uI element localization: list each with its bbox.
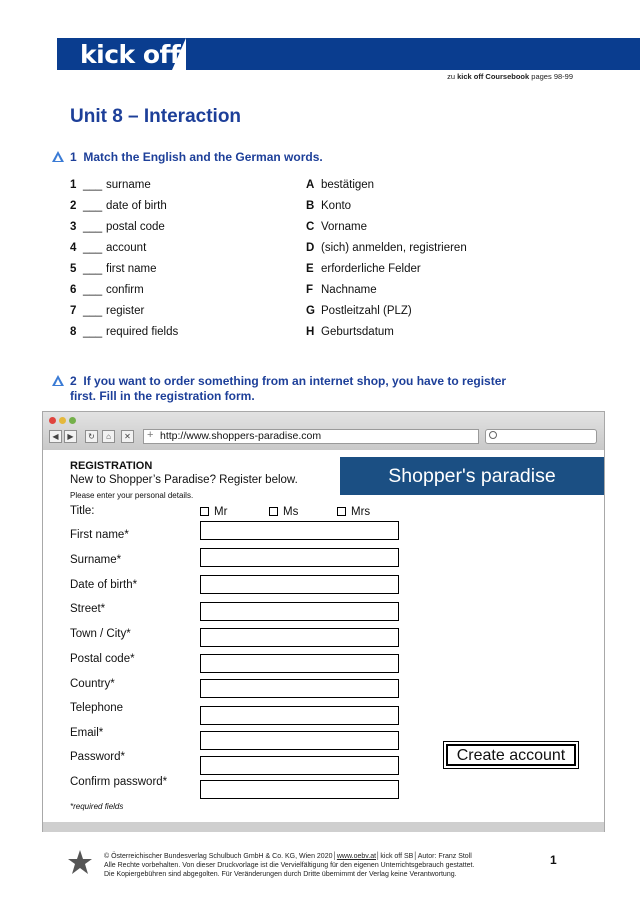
match-row <box>70 200 490 221</box>
registration-note: Please enter your personal details. <box>70 491 194 500</box>
answer-blank[interactable]: ___ <box>83 221 103 233</box>
registration-heading: REGISTRATION <box>70 460 153 472</box>
unit-title: Unit 8 – Interaction <box>70 106 242 127</box>
task-triangle-icon <box>52 151 64 162</box>
option-letter: E <box>306 263 314 275</box>
answer-blank[interactable]: ___ <box>83 200 103 212</box>
title-mr-checkbox[interactable]: Mr <box>200 506 227 518</box>
town-city-input[interactable] <box>200 628 399 647</box>
option-letter: G <box>306 305 315 317</box>
english-word: surname <box>106 179 151 191</box>
close-window-dot[interactable] <box>49 417 56 424</box>
german-word: Vorname <box>321 221 368 233</box>
option-letter: B <box>306 200 315 212</box>
german-word: Geburtsdatum <box>321 326 394 338</box>
english-word: postal code <box>106 221 165 233</box>
telephone-label: Telephone <box>70 702 124 714</box>
password-label: Password* <box>70 751 125 763</box>
english-word: date of birth <box>106 200 167 212</box>
item-number: 6 <box>70 284 77 296</box>
first-name-input[interactable] <box>200 521 399 540</box>
item-number: 2 <box>70 200 77 212</box>
item-number: 5 <box>70 263 77 275</box>
option-letter: A <box>306 179 315 191</box>
match-row <box>70 179 490 200</box>
item-number: 3 <box>70 221 77 233</box>
stop-icon[interactable]: ✕ <box>121 430 134 443</box>
email-input[interactable] <box>200 731 399 750</box>
option-letter: H <box>306 326 315 338</box>
german-word: erforderliche Felder <box>321 263 421 275</box>
answer-blank[interactable]: ___ <box>83 242 103 254</box>
english-word: required fields <box>106 326 179 338</box>
email-label: Email* <box>70 727 104 739</box>
registration-page <box>43 450 604 822</box>
german-word: Postleitzahl (PLZ) <box>321 305 412 317</box>
english-word: first name <box>106 263 157 275</box>
zoom-window-dot[interactable] <box>69 417 76 424</box>
match-row <box>70 242 490 263</box>
page-number: 1 <box>550 853 557 867</box>
german-word: Konto <box>321 200 352 212</box>
forward-icon[interactable]: ▶ <box>64 430 77 443</box>
required-fields-note: *required fields <box>70 802 124 811</box>
confirm-password-label: Confirm password* <box>70 776 168 788</box>
home-icon[interactable]: ⌂ <box>102 430 115 443</box>
title-ms-checkbox[interactable]: Ms <box>269 506 298 518</box>
item-number: 8 <box>70 326 77 338</box>
address-bar[interactable] <box>143 429 479 444</box>
street-label: Street* <box>70 603 106 615</box>
match-row <box>70 221 490 242</box>
english-word: confirm <box>106 284 144 296</box>
matching-exercise <box>70 179 490 347</box>
option-letter: C <box>306 221 315 233</box>
address-url: http://www.shoppers-paradise.com <box>160 430 322 442</box>
title-label: Title: <box>70 505 95 517</box>
confirm-password-input[interactable] <box>200 780 399 799</box>
task-1-heading: 1 Match the English and the German words. <box>52 150 323 165</box>
password-input[interactable] <box>200 756 399 775</box>
match-row <box>70 305 490 326</box>
surname-label: Surname* <box>70 554 122 566</box>
create-account-button[interactable]: Create account <box>443 741 579 769</box>
add-bookmark-icon[interactable]: + <box>147 429 154 441</box>
item-number: 4 <box>70 242 77 254</box>
back-icon[interactable]: ◀ <box>49 430 62 443</box>
minimize-window-dot[interactable] <box>59 417 66 424</box>
checkbox-icon <box>337 507 346 516</box>
task-2-heading: 2 If you want to order something from an internet shop, you have to register first. Fill in the registration form. <box>52 374 506 404</box>
answer-blank[interactable]: ___ <box>83 326 103 338</box>
english-word: account <box>106 242 147 254</box>
search-icon <box>489 431 497 439</box>
coursebook-reference: zu kick off Coursebook pages 98-99 <box>447 72 573 81</box>
date-of-birth-input[interactable] <box>200 575 399 594</box>
publisher-link[interactable]: www.oebv.at <box>336 853 377 860</box>
kick-off-logo: kick off <box>80 40 181 69</box>
publisher-logo-icon <box>68 850 92 874</box>
item-number: 1 <box>70 179 77 191</box>
postal-code-input[interactable] <box>200 654 399 673</box>
german-word: (sich) anmelden, registrieren <box>321 242 467 254</box>
browser-window <box>42 411 605 832</box>
match-row <box>70 284 490 305</box>
street-input[interactable] <box>200 602 399 621</box>
postal-code-label: Postal code* <box>70 653 135 665</box>
title-mrs-checkbox[interactable]: Mrs <box>337 506 370 518</box>
shop-banner: Shopper's paradise <box>340 457 604 495</box>
english-word: register <box>106 305 145 317</box>
telephone-input[interactable] <box>200 706 399 725</box>
reload-icon[interactable]: ↻ <box>85 430 98 443</box>
match-row <box>70 326 490 347</box>
date-of-birth-label: Date of birth* <box>70 579 138 591</box>
registration-subheading: New to Shopper’s Paradise? Register below. <box>70 474 298 486</box>
german-word: bestätigen <box>321 179 375 191</box>
browser-toolbar <box>43 412 604 450</box>
task-triangle-icon <box>52 375 64 386</box>
answer-blank[interactable]: ___ <box>83 284 103 296</box>
item-number: 7 <box>70 305 77 317</box>
answer-blank[interactable]: ___ <box>83 305 103 317</box>
surname-input[interactable] <box>200 548 399 567</box>
option-letter: D <box>306 242 315 254</box>
country-label: Country* <box>70 678 115 690</box>
answer-blank[interactable]: ___ <box>83 263 103 275</box>
option-letter: F <box>306 284 314 296</box>
browser-search-field[interactable] <box>485 429 597 444</box>
match-row <box>70 263 490 284</box>
checkbox-icon <box>269 507 278 516</box>
german-word: Nachname <box>321 284 377 296</box>
answer-blank[interactable]: ___ <box>83 179 103 191</box>
town-city-label: Town / City* <box>70 628 131 640</box>
checkbox-icon <box>200 507 209 516</box>
country-input[interactable] <box>200 679 399 698</box>
first-name-label: First name* <box>70 529 129 541</box>
browser-status-bar <box>43 822 604 832</box>
copyright-notice: © Österreichischer Bundesverlag Schulbuch GmbH & Co. KG, Wien 2020│www.oebv.at│kick off SB│Autor: Franz Stoll Alle Rechte vorbehalten. Von dieser Druckvorlage ist die Vervielfältigung für den eigenen Unterrichtsgebrauch gestattet. Die Kopiergebühren sind abgegolten. Für Veränderungen durch Dritte übernimmt der Verlag keine Verantwortung. <box>104 853 475 878</box>
